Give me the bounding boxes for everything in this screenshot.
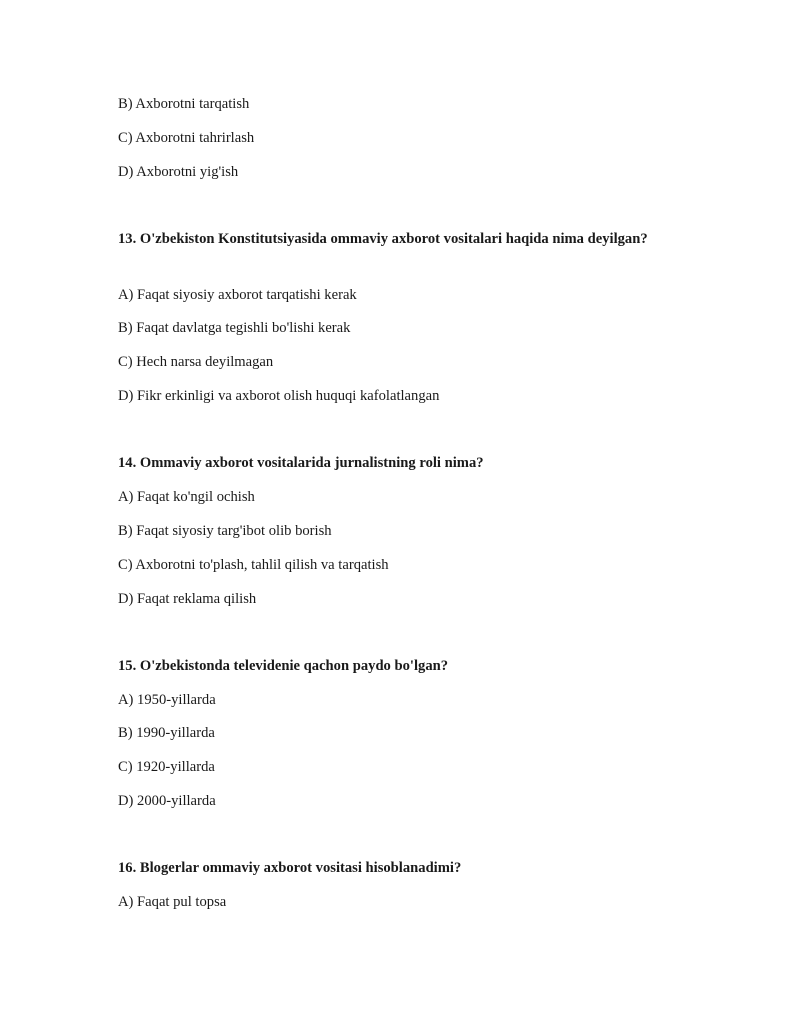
question-15-option-b: B) 1990-yillarda (118, 725, 215, 741)
question-14: 14. Ommaviy axborot vositalarida jurnalistning roli nima? (118, 455, 484, 471)
question-15: 15. O'zbekistonda televidenie qachon paydo bo'lgan? (118, 658, 449, 674)
question-14-option-a: A) Faqat ko'ngil ochish (118, 489, 255, 505)
question-14-option-b: B) Faqat siyosiy targ'ibot olib borish (118, 523, 332, 539)
option-d: D) Axborotni yig'ish (118, 164, 239, 180)
question-13-option-c: C) Hech narsa deyilmagan (118, 354, 274, 370)
question-13-option-d: D) Fikr erkinligi va axborot olish huquqi kafolatlangan (118, 388, 440, 404)
question-13: 13. O'zbekiston Konstitutsiyasida ommaviy axborot vositalari haqida nima deyilgan? (118, 231, 648, 247)
option-c: C) Axborotni tahrirlash (118, 130, 255, 146)
question-14-option-d: D) Faqat reklama qilish (118, 591, 257, 607)
question-16-option-a: A) Faqat pul topsa (118, 894, 227, 910)
question-15-option-a: A) 1950-yillarda (118, 692, 216, 708)
question-15-option-c: C) 1920-yillarda (118, 759, 215, 775)
question-13-option-a: A) Faqat siyosiy axborot tarqatishi kerak (118, 287, 357, 303)
question-15-option-d: D) 2000-yillarda (118, 793, 216, 809)
option-b: B) Axborotni tarqatish (118, 96, 250, 112)
question-16: 16. Blogerlar ommaviy axborot vositasi hisoblanadimi? (118, 860, 462, 876)
question-14-option-c: C) Axborotni to'plash, tahlil qilish va tarqatish (118, 557, 389, 573)
question-13-option-b: B) Faqat davlatga tegishli bo'lishi kerak (118, 320, 351, 336)
